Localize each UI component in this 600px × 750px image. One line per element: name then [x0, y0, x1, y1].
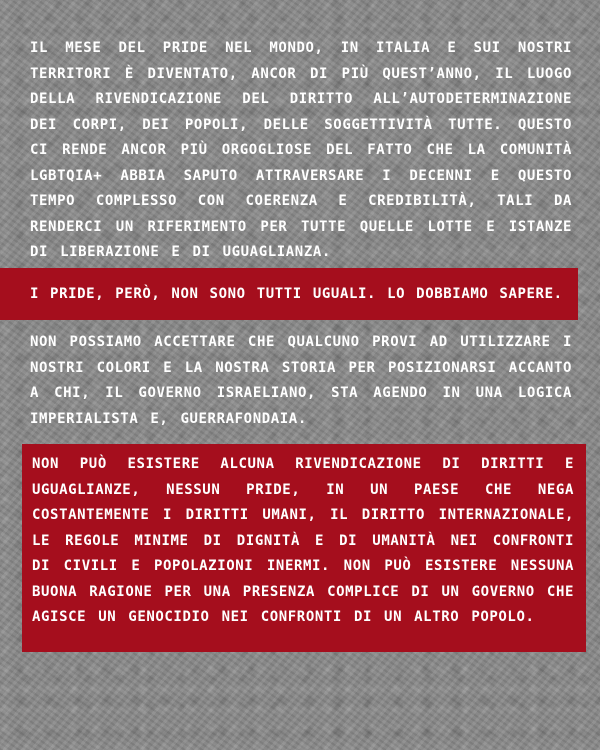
- banner-statement: I PRIDE, PERÒ, NON SONO TUTTI UGUALI. LO DOBBIAMO SAPERE.: [30, 286, 563, 302]
- closing-paragraph: NON PUÒ ESISTERE ALCUNA RIVENDICAZIONE DI DIRITTI E UGUAGLIANZE, NESSUN PRIDE, IN UN PAESE CHE NEGA COSTANTEMENTE I DIRITTI UMANI, IL DIRITTO INTERNAZIONALE, LE REGOLE MINIME DI DIGNITÀ E DI UMANITÀ NEI CONFRONTI DI CIVILI E POPOLAZIONI INERMI. NON PUÒ ESISTERE NESSUNA BUONA RAGIONE PER UNA PRESENZA COMPLICE DI UN GOVERNO CHE AGISCE UN GENOCIDIO NEI CONFRONTI DI UN ALTRO POPOLO.: [32, 456, 574, 625]
- middle-paragraph: NON POSSIAMO ACCETTARE CHE QUALCUNO PROVI AD UTILIZZARE I NOSTRI COLORI E LA NOSTRA STORIA PER POSIZIONARSI ACCANTO A CHI, IL GOVERNO ISRAELIANO, STA AGENDO IN UNA LOGICA IMPERIALISTA E, GUERRAFONDAIA.: [30, 334, 572, 427]
- intro-paragraph: IL MESE DEL PRIDE NEL MONDO, IN ITALIA E SUI NOSTRI TERRITORI È DIVENTATO, ANCOR DI PIÙ QUEST’ANNO, IL LUOGO DELLA RIVENDICAZIONE DEL DIRITTO ALL’AUTODETERMINAZIONE DEI CORPI, DEI POPOLI, DELLE SOGGETTIVITÀ TUTTE. QUESTO CI RENDE ANCOR PIÙ ORGOGLIOSE DEL FATTO CHE LA COMUNITÀ LGBTQIA+ ABBIA SAPUTO ATTRAVERSARE I DECENNI E QUESTO TEMPO COMPLESSO CON COERENZA E CREDIBILITÀ, TALI DA RENDERCI UN RIFERIMENTO PER TUTTE QUELLE LOTTE E ISTANZE DI LIBERAZIONE E DI UGUAGLIANZA.: [30, 40, 572, 258]
